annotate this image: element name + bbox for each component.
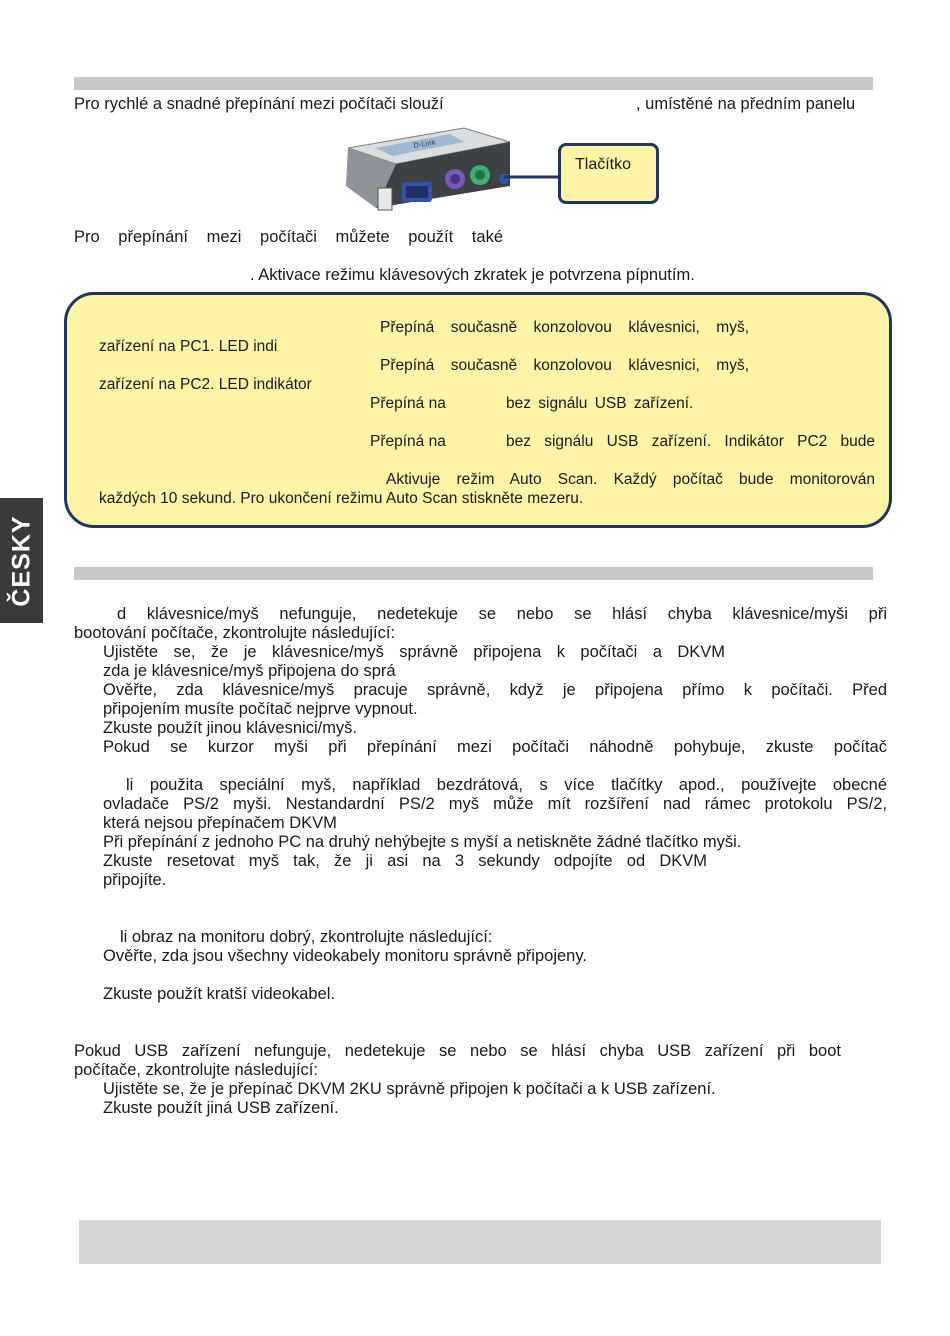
footer-bar bbox=[79, 1220, 881, 1264]
kb-item-7a: Zkuste resetovat myš tak, že ji asi na 3 sekundy odpojíte od DKVM bbox=[103, 852, 707, 870]
hotkey-row-4-b: bez signálu USB zařízení. Indikátor PC2 bude bbox=[506, 433, 875, 450]
language-tab bbox=[0, 498, 43, 623]
kb-item-6: Při přepínání z jednoho PC na druhý nehýbejte s myší a netiskněte žádné tlačítko myši. bbox=[103, 833, 742, 851]
button-callout bbox=[558, 143, 659, 204]
kb-item-5b: ovladače PS/2 myši. Nestandardní PS/2 myš může mít rozšíření nad rámec protokolu PS/2, bbox=[103, 795, 887, 813]
video-item-1: Ověřte, zda jsou všechny videokabely monitoru správně připojeny. bbox=[103, 947, 587, 965]
usb-intro-line-2: počítače, zkontrolujte následující: bbox=[74, 1061, 318, 1079]
kb-intro-line-2: bootování počítače, zkontrolujte následující: bbox=[74, 624, 396, 642]
intro-text-right: , umístěné na předním panelu bbox=[636, 95, 856, 113]
hotkey-row-4-a: Přepíná na bbox=[370, 433, 446, 450]
hotkey-row-3-a: Přepíná na bbox=[370, 395, 446, 412]
kb-item-3: Zkuste použít jinou klávesnici/myš. bbox=[103, 719, 358, 737]
section-header-bar bbox=[74, 77, 873, 90]
hotkey-row-3-b: bez signálu USB zařízení. bbox=[506, 395, 694, 412]
intro-text-left: Pro rychlé a snadné přepínání mezi počítači slouží bbox=[74, 95, 444, 113]
device-brand-label: D-Link bbox=[412, 138, 437, 150]
language-tab-label: ČESKY bbox=[7, 514, 35, 607]
kb-item-1b: zda je klávesnice/myš připojena do sprá bbox=[103, 662, 396, 680]
hotkey-row-2-cont: zařízení na PC2. LED indikátor bbox=[99, 376, 312, 393]
hotkey-row-5-cont: každých 10 sekund. Pro ukončení režimu Auto Scan stiskněte mezeru. bbox=[99, 490, 584, 507]
hotkey-row-1-desc: Přepíná současně konzolovou klávesnici, myš, bbox=[380, 319, 749, 336]
kb-item-5a: li použita speciální myš, například bezdrátová, s více tlačítky apod., používejte obecné bbox=[126, 776, 887, 794]
section-header-bar-2 bbox=[74, 567, 873, 580]
usb-item-2: Zkuste použít jiná USB zařízení. bbox=[103, 1099, 339, 1117]
kb-item-2b: připojením musíte počítač nejprve vypnout. bbox=[103, 700, 418, 718]
video-item-2: Zkuste použít kratší videokabel. bbox=[103, 985, 336, 1003]
usb-item-1: Ujistěte se, že je přepínač DKVM 2KU správně připojen k počítači a k USB zařízení. bbox=[103, 1080, 716, 1098]
kb-item-7b: připojíte. bbox=[103, 871, 167, 889]
hotkey-row-1-cont: zařízení na PC1. LED indi bbox=[99, 338, 278, 355]
also-text: Pro přepínání mezi počítači můžete použít také bbox=[74, 228, 503, 246]
kb-item-2a: Ověřte, zda klávesnice/myš pracuje správně, když je připojena přímo k počítači. Před bbox=[103, 681, 887, 699]
hotkey-row-2-desc: Přepíná současně konzolovou klávesnici, myš, bbox=[380, 357, 749, 374]
kb-item-4: Pokud se kurzor myši při přepínání mezi počítači náhodně pohybuje, zkuste počítač bbox=[103, 738, 887, 756]
callout-connector bbox=[500, 170, 562, 184]
kb-item-1a: Ujistěte se, že je klávesnice/myš správně připojena k počítači a DKVM bbox=[103, 643, 725, 661]
kb-intro-line-1: d klávesnice/myš nefunguje, nedetekuje se nebo se hlásí chyba klávesnice/myši při bbox=[117, 605, 887, 623]
hotkey-row-5-desc: Aktivuje režim Auto Scan. Každý počítač bude monitorován bbox=[386, 471, 875, 488]
hotkey-confirm-text: . Aktivace režimu klávesových zkratek je potvrzena pípnutím. bbox=[250, 266, 695, 284]
kvm-device-image bbox=[344, 124, 516, 220]
kb-item-5c: která nejsou přepínačem DKVM bbox=[103, 814, 337, 832]
usb-intro-line-1: Pokud USB zařízení nefunguje, nedetekuje se nebo se hlásí chyba USB zařízení při boot bbox=[74, 1042, 841, 1060]
video-intro: li obraz na monitoru dobrý, zkontrolujte následující: bbox=[120, 928, 493, 946]
callout-label: Tlačítko bbox=[575, 156, 632, 173]
